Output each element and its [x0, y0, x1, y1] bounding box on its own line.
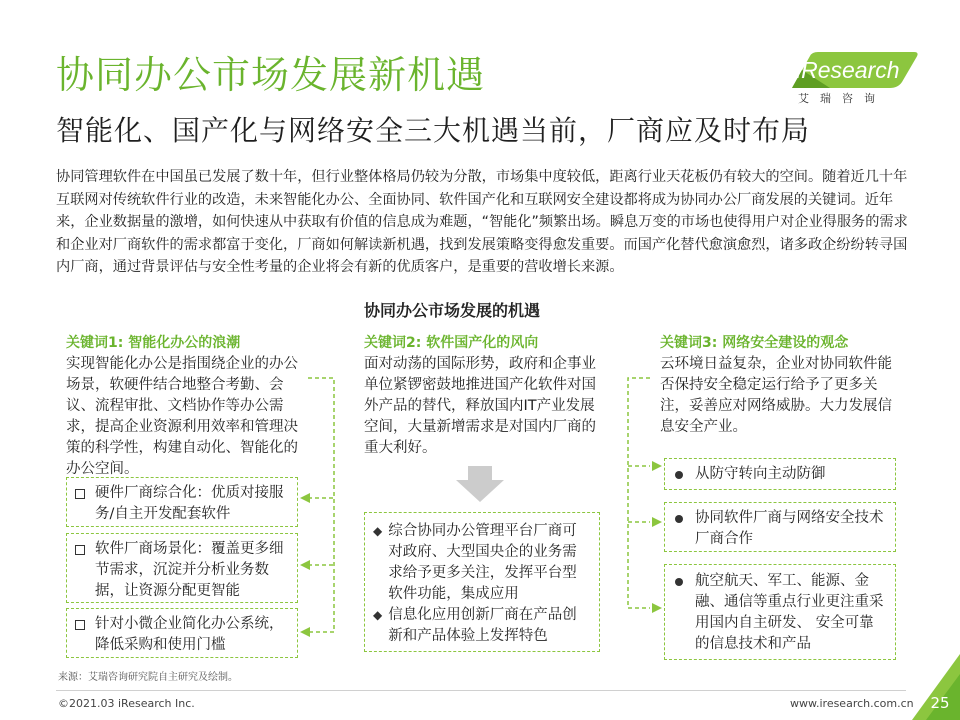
diamond-bullet-icon: ◆ — [373, 524, 383, 538]
right-arrowhead-icon — [652, 461, 662, 471]
source-note: 来源：艾瑞咨询研究院自主研究及绘制。 — [58, 672, 238, 683]
keyword-3-title: 关键词3: 网络安全建设的观念 — [660, 335, 849, 351]
keyword-2-title: 关键词2: 软件国产化的风向 — [364, 335, 539, 351]
col1-box-3 — [66, 608, 298, 658]
dot-bullet-icon — [675, 515, 683, 523]
logo-cn-text: 艾瑞咨询 — [798, 92, 886, 105]
left-arrowhead-icon — [300, 627, 310, 637]
intro-text: 协同管理软件在中国虽已发展了数十年，但行业整体格局仍较为分散，市场集中度较低，距离行业天花板仍有较大的空间。随着近几十年互联网对传统软件行业的改造，未来智能化办公、全面协同、软件国产化和互联网安全建设都将成为协同办公厂商发展的关键词。近年来，企业数据量的激增，如何快速从中获取有价值的信息成为难题，“智能化”频繁出场。瞬息万变的市场也使得用户对企业得服务的需求和企业对厂商软件的需求都富于变化，厂商如何解读新机遇，找到发展策略变得愈发重要。而国产化替代愈演愈烈，诸多政企纷纷转寻国内厂商，通过背景评估与安全性考量的企业将会有新的优质客户，是重要的营收增长来源。 — [56, 169, 908, 275]
keyword-column-1 — [66, 332, 306, 480]
col2-box — [364, 512, 600, 652]
col1-box-1 — [66, 477, 298, 527]
dot-bullet-icon — [675, 471, 683, 479]
col1-box-2 — [66, 533, 298, 603]
col3-box-2-text: 协同软件厂商与网络安全技术厂商合作 — [695, 510, 884, 547]
square-bullet-icon — [75, 545, 87, 555]
keyword-3-body: 云环境日益复杂，企业对协同软件能否保持安全稳定运行给予了更多关注，妥善应对网络威胁。大力发展信息安全产业。 — [660, 356, 892, 435]
col1-box-2-text: 软件厂商场景化：覆盖更多细节需求，沉淀并分析业务数据，让资源分配更智能 — [95, 541, 284, 599]
left-arrowhead-icon — [300, 560, 310, 570]
right-arrowhead-icon — [652, 517, 662, 527]
page-number: 25 — [930, 694, 950, 712]
col3-box-1-text: 从防守转向主动防御 — [695, 466, 826, 482]
footer-divider — [56, 690, 906, 691]
col1-box-1-text: 硬件厂商综合化：优质对接服务/自主开发配套软件 — [95, 485, 284, 522]
diamond-bullet-icon: ◆ — [373, 608, 383, 622]
col2-box-item-1-text: 综合协同办公管理平台厂商可对政府、大型国央企的业务需求给予更多关注，发挥平台型软件功能，集成应用 — [388, 523, 577, 602]
left-connector — [308, 378, 334, 632]
keyword-1-title: 关键词1: 智能化办公的浪潮 — [66, 335, 241, 351]
keyword-column-3 — [660, 332, 900, 438]
col3-box-1 — [664, 458, 896, 490]
copyright-text: ©2021.03 iResearch Inc. — [58, 697, 195, 710]
website-text: www.iresearch.com.cn — [790, 697, 914, 710]
col3-box-2 — [664, 502, 896, 552]
right-connector — [628, 378, 650, 608]
col1-box-3-text: 针对小微企业简化办公系统，降低采购和使用门槛 — [95, 616, 284, 653]
keyword-column-2 — [364, 332, 602, 459]
square-bullet-icon — [75, 489, 87, 499]
page-title: 协同办公市场发展新机遇 — [56, 53, 486, 97]
col3-box-3 — [664, 564, 896, 660]
col3-box-3-text: 航空航天、军工、能源、金融、通信等重点行业更注重采用国内自主研发、 安全可靠的信息技术和产品 — [695, 573, 884, 652]
diagram-title: 协同办公市场发展的机遇 — [364, 301, 541, 320]
dot-bullet-icon — [675, 578, 683, 586]
col2-box-item — [373, 605, 591, 647]
keyword-1-body: 实现智能化办公是指围绕企业的办公场景，软硬件结合地整合考勤、会议、流程审批、文档协作等办公需求，提高企业资源利用效率和管理决策的科学性，构建自动化、智能化的办公空间。 — [66, 356, 298, 477]
col2-box-item — [373, 521, 591, 605]
square-bullet-icon — [75, 620, 87, 630]
keyword-2-body: 面对动荡的国际形势，政府和企事业单位紧锣密鼓地推进国产化软件对国外产品的替代，释放国内IT产业发展空间，大量新增需求是对国内厂商的重大利好。 — [364, 356, 596, 456]
right-arrowhead-icon — [652, 603, 662, 613]
left-arrowhead-icon — [300, 493, 310, 503]
logo-brand-text: iResearch — [796, 57, 900, 83]
down-arrow-icon — [456, 466, 504, 502]
col2-box-item-2-text: 信息化应用创新厂商在产品创新和产品体验上发挥特色 — [388, 607, 577, 644]
page-subtitle: 智能化、国产化与网络安全三大机遇当前，厂商应及时布局 — [56, 114, 811, 147]
